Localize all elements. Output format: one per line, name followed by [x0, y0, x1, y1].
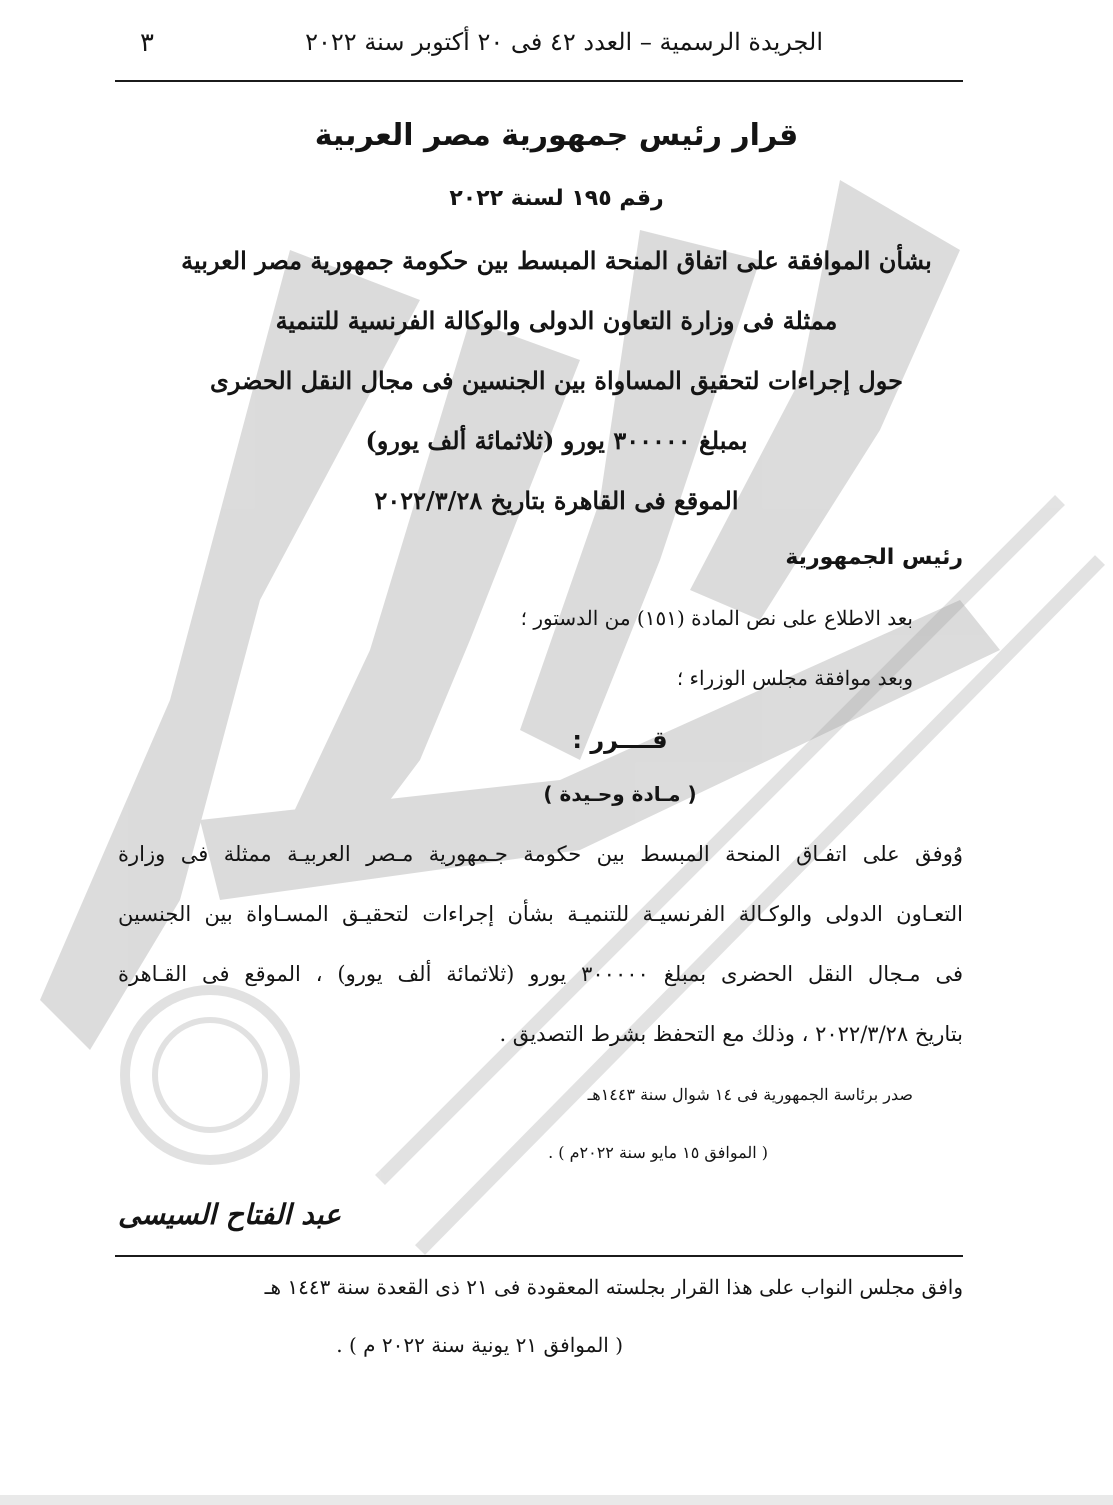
footer-rule [115, 1255, 963, 1257]
subject-line-2: ممثلة فى وزارة التعاون الدولى والوكالة الفرنسية للتنمية [275, 306, 838, 335]
article-line-4: بتاريخ ٢٠٢٢/٣/٢٨ ، وذلك مع التحفظ بشرط التصديق . [499, 1022, 963, 1046]
subject-line-1: بشأن الموافقة على اتفاق المنحة المبسط بين حكومة جمهورية مصر العربية [181, 246, 932, 275]
single-article-label: ( مـادة وحـيدة ) [543, 782, 697, 806]
gazette-header: الجريدة الرسمية – العدد ٤٢ فى ٢٠ أكتوبر سنة ٢٠٢٢ [305, 28, 823, 56]
subject-line-5: الموقع فى القاهرة بتاريخ ٢٠٢٢/٣/٢٨ [374, 486, 739, 515]
subject-line-4: بمبلغ ٣٠٠٠٠٠ يورو (ثلاثمائة ألف يورو) [365, 426, 748, 455]
preamble-constitution: بعد الاطلاع على نص المادة (١٥١) من الدستور ؛ [520, 606, 913, 630]
parliament-approval-date: ( الموافق ٢١ يونية سنة ٢٠٢٢ م ) . [336, 1333, 623, 1357]
decree-title: قرار رئيس جمهورية مصر العربية [314, 118, 799, 153]
parliament-approval: وافق مجلس النواب على هذا القرار بجلسته المعقودة فى ٢١ ذى القعدة سنة ١٤٤٣ هـ [264, 1275, 963, 1299]
issued-hijri-date: صدر برئاسة الجمهورية فى ١٤ شوال سنة ١٤٤٣هـ [587, 1085, 913, 1104]
decree-label: قــــرر : [572, 726, 668, 754]
president-label: رئيس الجمهورية [785, 545, 963, 570]
article-line-3: فى مـجال النقل الحضرى بمبلغ ٣٠٠٠٠٠ يورو (ثلاثمائة ألف يورو) ، الموقع فى القـاهرة [118, 962, 963, 986]
article-line-2: التعـاون الدولى والوكـالة الفرنسيـة للتنميـة بشأن إجراءات لتحقيـق المسـاواة بين الجنسين [118, 902, 963, 926]
president-signature: عبد الفتاح السيسى [118, 1198, 341, 1231]
subject-line-3: حول إجراءات لتحقيق المساواة بين الجنسين فى مجال النقل الحضرى [210, 366, 903, 395]
header-rule [115, 80, 963, 82]
page-number: ٣ [140, 28, 154, 58]
article-line-1: وُوفق على اتفـاق المنحة المبسط بين حكومة جـمهورية مـصر العربيـة ممثلة فى وزارة [118, 842, 963, 866]
decree-number: رقم ١٩٥ لسنة ٢٠٢٢ [449, 186, 664, 211]
preamble-cabinet: وبعد موافقة مجلس الوزراء ؛ [676, 666, 913, 690]
issued-gregorian-date: ( الموافق ١٥ مايو سنة ٢٠٢٢م ) . [548, 1143, 768, 1162]
